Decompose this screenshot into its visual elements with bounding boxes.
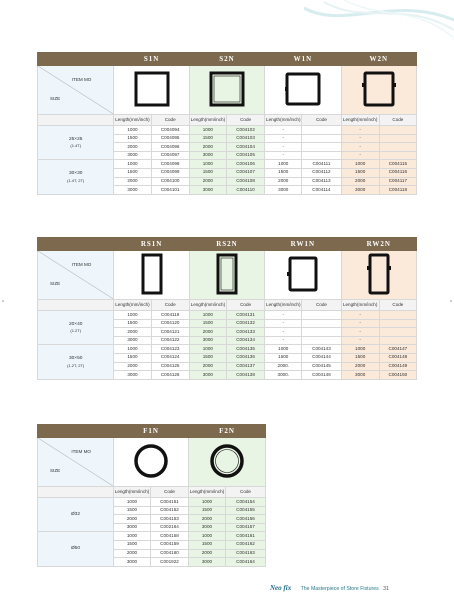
length-cell: 3000 (114, 186, 151, 195)
length-cell: 1000 (114, 160, 151, 169)
code-col-header: Code (151, 115, 189, 126)
length-cell: 1500 (265, 353, 302, 362)
profile-image-f2n (189, 438, 266, 487)
length-col-header: Length(mm/inch) (189, 487, 226, 498)
length-cell: 2000 (189, 549, 226, 558)
code-cell: C004131 (226, 311, 264, 320)
length-cell: 2000 (189, 328, 226, 337)
tagline: The Masterpiece of Store Fixtures (300, 586, 379, 592)
size-cell (38, 311, 114, 345)
code-cell: C004108 (226, 177, 264, 186)
code-cell: C001922 (151, 558, 189, 567)
product-header: RS1N (114, 238, 189, 251)
size-value: Ø50 (70, 545, 81, 551)
code-cell: C004115 (379, 160, 416, 169)
code-cell: C004144 (302, 353, 341, 362)
code-cell (379, 126, 416, 135)
length-cell: 1000 (189, 126, 226, 135)
item-label: ITEM MO (71, 262, 92, 267)
size-value: 30×50 (68, 356, 83, 362)
code-cell: C004116 (379, 168, 416, 177)
code-cell: C004100 (151, 177, 189, 186)
code-cell: C004110 (226, 186, 264, 195)
code-cell: C004104 (226, 143, 264, 152)
length-cell: 3000 (189, 371, 226, 380)
length-cell: - (265, 143, 302, 152)
length-cell: 1000 (114, 498, 151, 507)
length-cell: 1500 (189, 319, 226, 328)
product-header: RW1N (265, 238, 341, 251)
length-cell: - (265, 328, 302, 337)
decorative-swirl (304, 0, 454, 40)
length-col-header: Length(mm/inch) (114, 300, 151, 311)
product-header: S2N (189, 53, 264, 66)
length-cell: 1500 (189, 168, 226, 177)
length-col-header: Length(mm/inch) (114, 115, 151, 126)
item-size-corner (38, 251, 114, 300)
length-cell: 3000 (114, 151, 151, 160)
code-cell: C004111 (302, 160, 341, 169)
length-cell: - (341, 311, 379, 320)
title-spacer (38, 238, 114, 251)
length-cell: 2000 (114, 362, 151, 371)
length-cell: 3000 (189, 186, 226, 195)
code-cell: C004155 (226, 506, 266, 515)
code-cell (379, 336, 416, 345)
code-cell: C004133 (226, 328, 264, 337)
code-cell: C004095 (151, 134, 189, 143)
code-cell: C004159 (151, 540, 189, 549)
length-cell: 2000. (265, 362, 302, 371)
length-cell: 3000 (189, 523, 226, 532)
code-col-header: Code (151, 300, 189, 311)
length-cell: 3000 (189, 151, 226, 160)
length-cell: 3000 (114, 523, 151, 532)
length-cell: 1500 (114, 134, 151, 143)
code-cell (379, 311, 416, 320)
length-cell: 1000 (265, 345, 302, 354)
length-cell: 1500 (189, 353, 226, 362)
code-cell: C004125 (151, 362, 189, 371)
code-cell: C004135 (226, 345, 264, 354)
code-cell (302, 126, 341, 135)
size-value: Ø32 (70, 511, 81, 517)
empty-header (38, 300, 114, 311)
code-cell: C004124 (151, 353, 189, 362)
size-cell (38, 126, 114, 160)
length-cell: 1000 (189, 345, 226, 354)
code-cell: C004101 (151, 186, 189, 195)
code-cell: C004145 (302, 362, 341, 371)
code-cell: C004113 (302, 177, 341, 186)
length-cell: 2000 (114, 177, 151, 186)
item-label: ITEM MO (71, 449, 91, 454)
code-cell: C004153 (151, 515, 189, 524)
length-cell: 2000 (114, 515, 151, 524)
length-cell: 1500 (265, 168, 302, 177)
length-cell: - (341, 126, 379, 135)
length-cell: - (265, 126, 302, 135)
code-cell: C004148 (379, 353, 416, 362)
code-cell: C004164 (226, 558, 266, 567)
length-cell: - (265, 319, 302, 328)
code-cell: C004157 (226, 523, 266, 532)
code-cell (379, 143, 416, 152)
code-col-header: Code (379, 300, 416, 311)
profile-table-rectangular (37, 237, 417, 380)
code-cell: C002164 (151, 523, 189, 532)
size-label: SIZE (50, 468, 61, 474)
code-cell: C004105 (226, 151, 264, 160)
length-cell: 1500 (114, 168, 151, 177)
length-cell: 1000 (189, 311, 226, 320)
code-col-header: Code (226, 487, 266, 498)
page-edge-mark (2, 300, 4, 302)
thickness-note: (1.4T, 2T) (67, 177, 85, 183)
size-cell (38, 498, 114, 532)
code-cell: C004123 (151, 345, 189, 354)
item-size-corner (38, 66, 114, 115)
table-row (38, 345, 417, 354)
length-cell: 1000 (189, 160, 226, 169)
code-cell: C004137 (226, 362, 264, 371)
length-col-header: Length(mm/inch) (114, 487, 151, 498)
length-cell: 2000 (189, 362, 226, 371)
size-value: 30×30 (68, 171, 83, 177)
code-cell: C004149 (379, 362, 416, 371)
length-cell: 1500 (114, 319, 151, 328)
profile-image-w2n (341, 66, 416, 115)
code-cell: C004094 (151, 126, 189, 135)
length-cell: 1500 (341, 353, 379, 362)
code-cell: C004121 (151, 328, 189, 337)
code-cell: C004126 (151, 371, 189, 380)
product-header: F2N (189, 425, 266, 438)
code-col-header: Code (302, 115, 341, 126)
length-cell: 2000 (189, 177, 226, 186)
length-col-header: Length(mm/inch) (189, 115, 226, 126)
brand-logo: Neo fix (270, 584, 292, 592)
length-cell: 1000 (114, 311, 151, 320)
profile-image-rw1n (265, 251, 341, 300)
page-number: 31 (383, 586, 389, 592)
code-cell: C004136 (226, 353, 264, 362)
code-cell (379, 134, 416, 143)
length-cell: 2000 (114, 328, 151, 337)
code-cell: C004119 (151, 311, 189, 320)
code-cell: C004103 (226, 134, 264, 143)
length-cell: 1000 (114, 345, 151, 354)
length-cell: 3000 (114, 371, 151, 380)
length-cell: 1500 (114, 540, 151, 549)
code-cell (302, 134, 341, 143)
length-cell: 2000 (189, 515, 226, 524)
profile-image-rs1n (114, 251, 189, 300)
size-cell (38, 345, 114, 379)
code-cell: C004150 (379, 371, 416, 380)
length-cell: 1500 (189, 134, 226, 143)
length-cell: 2000 (265, 177, 302, 186)
code-cell (302, 328, 341, 337)
length-cell: 1500 (341, 168, 379, 177)
code-cell (379, 319, 416, 328)
code-col-header: Code (226, 300, 264, 311)
length-cell: - (341, 151, 379, 160)
code-cell: C004146 (302, 371, 341, 380)
length-cell: 2000 (341, 362, 379, 371)
table-row (38, 160, 417, 169)
profile-image-rs2n (189, 251, 264, 300)
length-cell: 1000 (114, 126, 151, 135)
code-cell (379, 151, 416, 160)
code-col-header: Code (151, 487, 189, 498)
title-spacer (38, 53, 114, 66)
length-cell: 3000. (265, 371, 302, 380)
code-cell (302, 311, 341, 320)
code-col-header: Code (379, 115, 416, 126)
code-cell: C004096 (151, 143, 189, 152)
code-cell: C004097 (151, 151, 189, 160)
profile-image-f1n (114, 438, 189, 487)
code-cell (302, 151, 341, 160)
length-cell: 3000 (341, 186, 379, 195)
size-cell (38, 160, 114, 194)
length-cell: - (341, 143, 379, 152)
length-cell: 2000 (114, 549, 151, 558)
code-cell: C004160 (151, 549, 189, 558)
length-cell: - (265, 311, 302, 320)
product-header: RW2N (341, 238, 416, 251)
code-cell: C004132 (226, 319, 264, 328)
length-cell: 1500 (189, 506, 226, 515)
code-col-header: Code (226, 115, 264, 126)
code-cell: C004099 (151, 168, 189, 177)
code-cell: C004163 (226, 549, 266, 558)
length-cell: 3000 (189, 336, 226, 345)
code-cell: C004118 (379, 186, 416, 195)
code-cell: C004161 (226, 532, 266, 541)
length-cell: 3000 (341, 371, 379, 380)
code-cell: C004120 (151, 319, 189, 328)
length-cell: 1000 (189, 532, 226, 541)
code-cell: C004156 (226, 515, 266, 524)
size-value: 25×25 (68, 136, 83, 142)
length-cell: - (265, 151, 302, 160)
empty-header (38, 115, 114, 126)
code-col-header: Code (302, 300, 341, 311)
code-cell: C004158 (151, 532, 189, 541)
code-cell (302, 336, 341, 345)
code-cell: C004138 (226, 371, 264, 380)
thickness-note: (1.4T) (70, 143, 82, 149)
length-cell: 1500 (189, 540, 226, 549)
length-cell: - (341, 319, 379, 328)
code-cell: C004117 (379, 177, 416, 186)
profile-table-square (37, 52, 417, 195)
code-cell: C004162 (226, 540, 266, 549)
code-cell: C004143 (302, 345, 341, 354)
table-row (38, 532, 266, 541)
profile-table-round (37, 424, 266, 567)
length-cell: - (265, 336, 302, 345)
product-header: W2N (341, 53, 416, 66)
length-cell: - (265, 134, 302, 143)
profile-image-rw2n (341, 251, 416, 300)
table-row (38, 498, 266, 507)
product-header: RS2N (189, 238, 264, 251)
product-header: F1N (114, 425, 189, 438)
code-cell: C004147 (379, 345, 416, 354)
item-label: ITEM MO (71, 77, 92, 82)
profile-image-w1n (265, 66, 341, 115)
length-cell: 2000 (114, 143, 151, 152)
thickness-note: (1.2T, 2T) (67, 362, 85, 368)
profile-image-s2n (189, 66, 264, 115)
code-cell: C004154 (226, 498, 266, 507)
page-edge-mark (450, 300, 452, 302)
thickness-note: (1.2T) (70, 328, 82, 334)
empty-header (38, 487, 114, 498)
product-header: W1N (265, 53, 341, 66)
size-label: SIZE (50, 96, 61, 102)
code-cell: C004152 (151, 506, 189, 515)
length-col-header: Length(mm/inch) (265, 115, 302, 126)
code-cell: C004122 (151, 336, 189, 345)
length-cell: 1000 (114, 532, 151, 541)
length-cell: 1000 (189, 498, 226, 507)
length-col-header: Length(mm/inch) (265, 300, 302, 311)
code-cell: C004151 (151, 498, 189, 507)
code-cell: C004107 (226, 168, 264, 177)
length-cell: 2000 (341, 177, 379, 186)
code-cell: C004114 (302, 186, 341, 195)
length-cell: 1500 (114, 353, 151, 362)
code-cell (302, 143, 341, 152)
length-col-header: Length(mm/inch) (341, 115, 379, 126)
table-row (38, 311, 417, 320)
code-cell: C004112 (302, 168, 341, 177)
length-cell: 1000 (341, 160, 379, 169)
length-cell: 3000 (265, 186, 302, 195)
length-cell: 3000 (189, 558, 226, 567)
code-cell: C004102 (226, 126, 264, 135)
title-spacer (38, 425, 114, 438)
item-size-corner (38, 438, 114, 487)
size-label: SIZE (50, 281, 61, 287)
length-cell: 1000 (341, 345, 379, 354)
profile-image-s1n (114, 66, 189, 115)
length-cell: - (341, 134, 379, 143)
length-col-header: Length(mm/inch) (341, 300, 379, 311)
code-cell: C004098 (151, 160, 189, 169)
length-cell: - (341, 336, 379, 345)
table-row (38, 126, 417, 135)
size-value: 20×40 (68, 321, 83, 327)
size-cell (38, 532, 114, 566)
page-footer (270, 584, 389, 592)
length-col-header: Length(mm/inch) (189, 300, 226, 311)
length-cell: - (341, 328, 379, 337)
length-cell: 1000 (265, 160, 302, 169)
code-cell: C004106 (226, 160, 264, 169)
code-cell: C004134 (226, 336, 264, 345)
length-cell: 3000 (114, 558, 151, 567)
length-cell: 1500 (114, 506, 151, 515)
length-cell: 2000 (189, 143, 226, 152)
product-header: S1N (114, 53, 189, 66)
code-cell (302, 319, 341, 328)
code-cell (379, 328, 416, 337)
length-cell: 3000 (114, 336, 151, 345)
